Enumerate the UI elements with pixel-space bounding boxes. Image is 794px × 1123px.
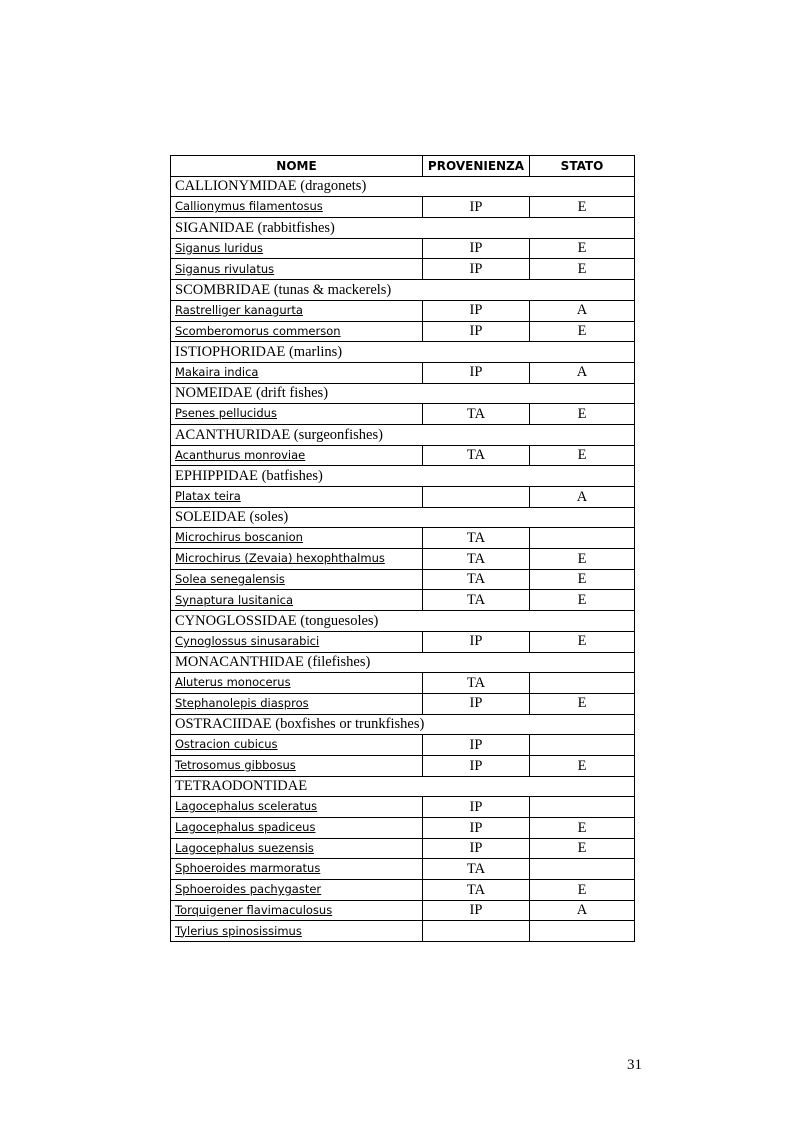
table-body — [171, 176, 635, 941]
species-name: Lagocephalus suezensis — [171, 838, 423, 859]
species-row — [171, 404, 635, 425]
family-name: ACANTHURIDAE (surgeonfishes) — [171, 424, 635, 445]
stato-cell: A — [530, 487, 635, 508]
species-row — [171, 673, 635, 694]
family-name: SOLEIDAE (soles) — [171, 507, 635, 528]
page-number: 31 — [627, 1057, 642, 1073]
family-name: NOMEIDAE (drift fishes) — [171, 383, 635, 404]
provenienza-cell: IP — [423, 797, 530, 818]
species-name: Siganus luridus — [171, 238, 423, 259]
provenienza-cell — [423, 921, 530, 942]
family-row — [171, 611, 635, 632]
species-name: Siganus rivulatus — [171, 259, 423, 280]
family-name: SCOMBRIDAE (tunas & mackerels) — [171, 280, 635, 301]
provenienza-cell: IP — [423, 900, 530, 921]
table-header — [171, 156, 635, 177]
species-row — [171, 197, 635, 218]
family-row — [171, 383, 635, 404]
species-name: Platax teira — [171, 487, 423, 508]
species-row — [171, 300, 635, 321]
species-row — [171, 921, 635, 942]
stato-cell: E — [530, 880, 635, 901]
stato-cell: E — [530, 838, 635, 859]
stato-cell: E — [530, 197, 635, 218]
species-row — [171, 259, 635, 280]
provenienza-cell: TA — [423, 569, 530, 590]
species-row — [171, 838, 635, 859]
stato-cell — [530, 921, 635, 942]
stato-cell: E — [530, 404, 635, 425]
species-name: Acanthurus monroviae — [171, 445, 423, 466]
family-row — [171, 218, 635, 239]
stato-cell: A — [530, 900, 635, 921]
family-row — [171, 507, 635, 528]
provenienza-cell: IP — [423, 838, 530, 859]
family-name: EPHIPPIDAE (batfishes) — [171, 466, 635, 487]
provenienza-cell: IP — [423, 300, 530, 321]
provenienza-cell: IP — [423, 197, 530, 218]
species-name: Microchirus (Zevaia) hexophthalmus — [171, 549, 423, 570]
provenienza-cell: TA — [423, 528, 530, 549]
family-name: ISTIOPHORIDAE (marlins) — [171, 342, 635, 363]
provenienza-cell: IP — [423, 259, 530, 280]
species-name: Sphoeroides marmoratus — [171, 859, 423, 880]
species-name: Lagocephalus spadiceus — [171, 818, 423, 839]
species-name: Makaira indica — [171, 362, 423, 383]
provenienza-cell: IP — [423, 818, 530, 839]
species-name: Callionymus filamentosus — [171, 197, 423, 218]
provenienza-cell: TA — [423, 859, 530, 880]
species-row — [171, 238, 635, 259]
header-row — [171, 156, 635, 177]
species-row — [171, 528, 635, 549]
provenienza-cell: TA — [423, 445, 530, 466]
species-row — [171, 445, 635, 466]
species-name: Solea senegalensis — [171, 569, 423, 590]
stato-cell: A — [530, 362, 635, 383]
family-row — [171, 424, 635, 445]
species-row — [171, 693, 635, 714]
provenienza-cell: TA — [423, 549, 530, 570]
provenienza-cell: TA — [423, 590, 530, 611]
species-name: Tetrosomus gibbosus — [171, 755, 423, 776]
species-row — [171, 487, 635, 508]
provenienza-cell: IP — [423, 755, 530, 776]
stato-cell: E — [530, 693, 635, 714]
provenienza-cell: IP — [423, 693, 530, 714]
provenienza-cell: IP — [423, 631, 530, 652]
family-row — [171, 652, 635, 673]
species-name: Tylerius spinosissimus — [171, 921, 423, 942]
stato-cell: E — [530, 631, 635, 652]
species-name: Psenes pellucidus — [171, 404, 423, 425]
stato-cell — [530, 735, 635, 756]
stato-cell: E — [530, 590, 635, 611]
header-stato: STATO — [530, 156, 635, 177]
header-nome: NOME — [171, 156, 423, 177]
stato-cell: E — [530, 755, 635, 776]
stato-cell: E — [530, 259, 635, 280]
header-provenienza: PROVENIENZA — [423, 156, 530, 177]
species-row — [171, 321, 635, 342]
species-name: Scomberomorus commerson — [171, 321, 423, 342]
provenienza-cell: IP — [423, 321, 530, 342]
stato-cell: E — [530, 321, 635, 342]
stato-cell: E — [530, 445, 635, 466]
stato-cell: E — [530, 569, 635, 590]
provenienza-cell — [423, 487, 530, 508]
provenienza-cell: IP — [423, 362, 530, 383]
stato-cell: E — [530, 818, 635, 839]
family-row — [171, 466, 635, 487]
stato-cell — [530, 528, 635, 549]
family-name: MONACANTHIDAE (filefishes) — [171, 652, 635, 673]
family-name: SIGANIDAE (rabbitfishes) — [171, 218, 635, 239]
species-row — [171, 755, 635, 776]
species-name: Stephanolepis diaspros — [171, 693, 423, 714]
family-row — [171, 776, 635, 797]
stato-cell — [530, 797, 635, 818]
species-name: Rastrelliger kanagurta — [171, 300, 423, 321]
stato-cell: A — [530, 300, 635, 321]
species-name: Ostracion cubicus — [171, 735, 423, 756]
family-name: TETRAODONTIDAE — [171, 776, 635, 797]
family-row — [171, 714, 635, 735]
species-row — [171, 818, 635, 839]
species-row — [171, 590, 635, 611]
species-row — [171, 900, 635, 921]
stato-cell — [530, 859, 635, 880]
provenienza-cell: IP — [423, 238, 530, 259]
provenienza-cell: TA — [423, 404, 530, 425]
species-name: Torquigener flavimaculosus — [171, 900, 423, 921]
stato-cell: E — [530, 238, 635, 259]
stato-cell — [530, 673, 635, 694]
provenienza-cell: TA — [423, 673, 530, 694]
species-name: Cynoglossus sinusarabici — [171, 631, 423, 652]
provenienza-cell: TA — [423, 880, 530, 901]
stato-cell: E — [530, 549, 635, 570]
species-row — [171, 569, 635, 590]
species-row — [171, 797, 635, 818]
family-name: CYNOGLOSSIDAE (tonguesoles) — [171, 611, 635, 632]
species-row — [171, 880, 635, 901]
species-name: Microchirus boscanion — [171, 528, 423, 549]
species-name: Synaptura lusitanica — [171, 590, 423, 611]
family-name: OSTRACIIDAE (boxfishes or trunkfishes) — [171, 714, 635, 735]
species-table — [170, 155, 635, 942]
family-row — [171, 342, 635, 363]
species-row — [171, 735, 635, 756]
species-name: Sphoeroides pachygaster — [171, 880, 423, 901]
species-row — [171, 362, 635, 383]
family-row — [171, 176, 635, 197]
species-name: Lagocephalus sceleratus — [171, 797, 423, 818]
species-name: Aluterus monocerus — [171, 673, 423, 694]
species-row — [171, 859, 635, 880]
family-name: CALLIONYMIDAE (dragonets) — [171, 176, 635, 197]
provenienza-cell: IP — [423, 735, 530, 756]
family-row — [171, 280, 635, 301]
species-row — [171, 549, 635, 570]
species-row — [171, 631, 635, 652]
